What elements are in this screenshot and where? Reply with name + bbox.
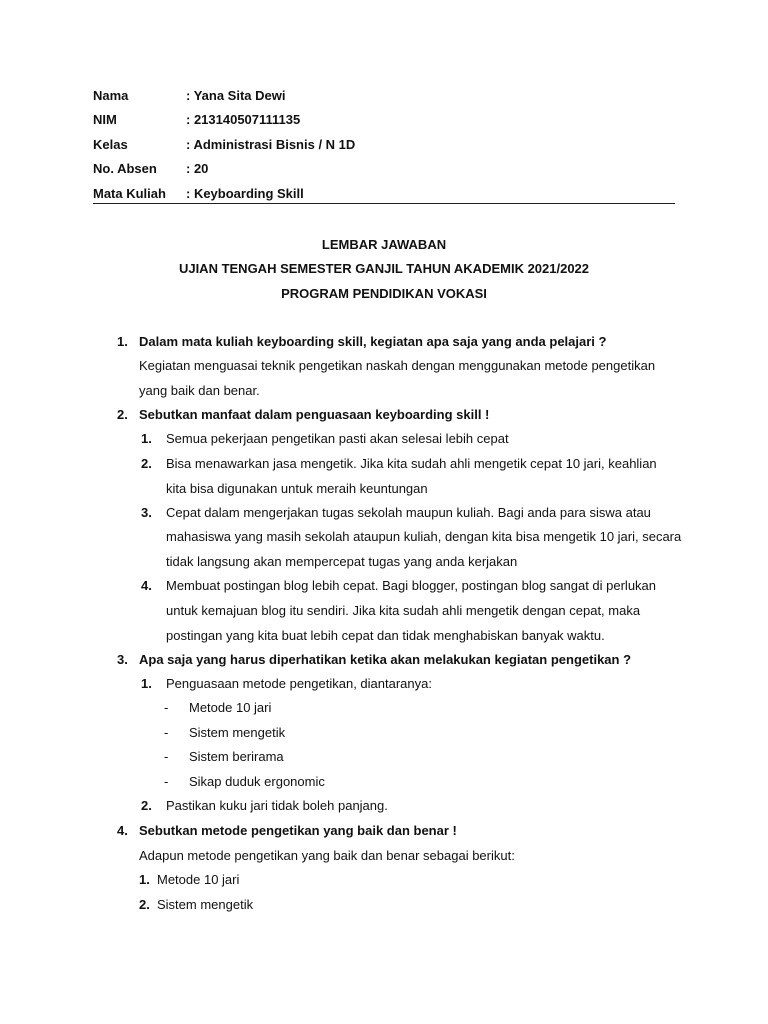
list-item-number: 1. (141, 676, 152, 691)
list-item-text: Penguasaan metode pengetikan, diantaranya: (166, 676, 432, 691)
nim-value: : 213140507111135 (186, 112, 301, 127)
list-item-text: tidak langsung akan mempercepat tugas yang anda kerjakan (166, 554, 518, 569)
bullet-text: Sistem berirama (189, 749, 284, 764)
header-divider (93, 203, 675, 204)
list-item-text: Pastikan kuku jari tidak boleh panjang. (166, 798, 388, 813)
title-line-3: PROGRAM PENDIDIKAN VOKASI (281, 286, 487, 301)
list-item-number: 2. (141, 456, 152, 471)
answer-line: yang baik dan benar. (139, 383, 260, 398)
nim-label: NIM (93, 112, 117, 127)
list-item-text: kita bisa digunakan untuk meraih keuntungan (166, 481, 428, 496)
absence-number-label: No. Absen (93, 161, 157, 176)
answer-line: Kegiatan menguasai teknik pengetikan naskah dengan menggunakan metode pengetikan (139, 358, 656, 373)
bullet-text: Metode 10 jari (189, 700, 272, 715)
question-text: Sebutkan manfaat dalam penguasaan keyboarding skill ! (139, 407, 490, 422)
list-item-number: 2. (141, 798, 152, 813)
bullet-dash: - (164, 774, 169, 789)
list-item-number: 1. (139, 872, 150, 887)
list-item-text: untuk kemajuan blog itu sendiri. Jika kita sudah ahli mengetik dengan cepat, maka (166, 603, 641, 618)
bullet-dash: - (164, 725, 169, 740)
question-number: 1. (117, 334, 128, 349)
bullet-text: Sistem mengetik (189, 725, 286, 740)
title-line-1: LEMBAR JAWABAN (321, 237, 447, 252)
list-item-text: Membuat postingan blog lebih cepat. Bagi blogger, postingan blog sangat di perlukan (166, 578, 657, 593)
question-text: Sebutkan metode pengetikan yang baik dan benar ! (139, 823, 457, 838)
list-item-text: Bisa menawarkan jasa mengetik. Jika kita sudah ahli mengetik cepat 10 jari, keahlian (166, 456, 657, 471)
title-line-2: UJIAN TENGAH SEMESTER GANJIL TAHUN AKADEMIK 2021/2022 (178, 261, 590, 276)
absence-number-value: : 20 (186, 161, 209, 176)
question-text: Dalam mata kuliah keyboarding skill, kegiatan apa saja yang anda pelajari ? (139, 334, 607, 349)
list-item-text: Cepat dalam mengerjakan tugas sekolah maupun kuliah. Bagi anda para siswa atau (166, 505, 651, 520)
list-item-number: 1. (141, 431, 152, 446)
course-value: : Keyboarding Skill (186, 186, 304, 201)
class-value: : Administrasi Bisnis / N 1D (186, 137, 356, 152)
list-item-text: postingan yang kita buat lebih cepat dan tidak menghabiskan banyak waktu. (166, 628, 605, 643)
list-item-text: Semua pekerjaan pengetikan pasti akan selesai lebih cepat (166, 431, 509, 446)
question-number: 4. (117, 823, 128, 838)
list-item-number: 2. (139, 897, 150, 912)
name-label: Nama (93, 88, 129, 103)
question-number: 2. (117, 407, 128, 422)
bullet-dash: - (164, 749, 169, 764)
list-item-text: Sistem mengetik (157, 897, 254, 912)
course-label: Mata Kuliah (93, 186, 166, 201)
question-text: Apa saja yang harus diperhatikan ketika akan melakukan kegiatan pengetikan ? (139, 652, 632, 667)
bullet-text: Sikap duduk ergonomic (189, 774, 325, 789)
list-item-text: mahasiswa yang masih sekolah ataupun kuliah, dengan kita bisa mengetik 10 jari, secara (166, 529, 682, 544)
list-item-number: 3. (141, 505, 152, 520)
class-label: Kelas (93, 137, 128, 152)
bullet-dash: - (164, 700, 169, 715)
list-item-number: 4. (141, 578, 152, 593)
answer-intro: Adapun metode pengetikan yang baik dan benar sebagai berikut: (139, 848, 515, 863)
name-value: : Yana Sita Dewi (186, 88, 286, 103)
list-item-text: Metode 10 jari (157, 872, 240, 887)
question-number: 3. (117, 652, 128, 667)
